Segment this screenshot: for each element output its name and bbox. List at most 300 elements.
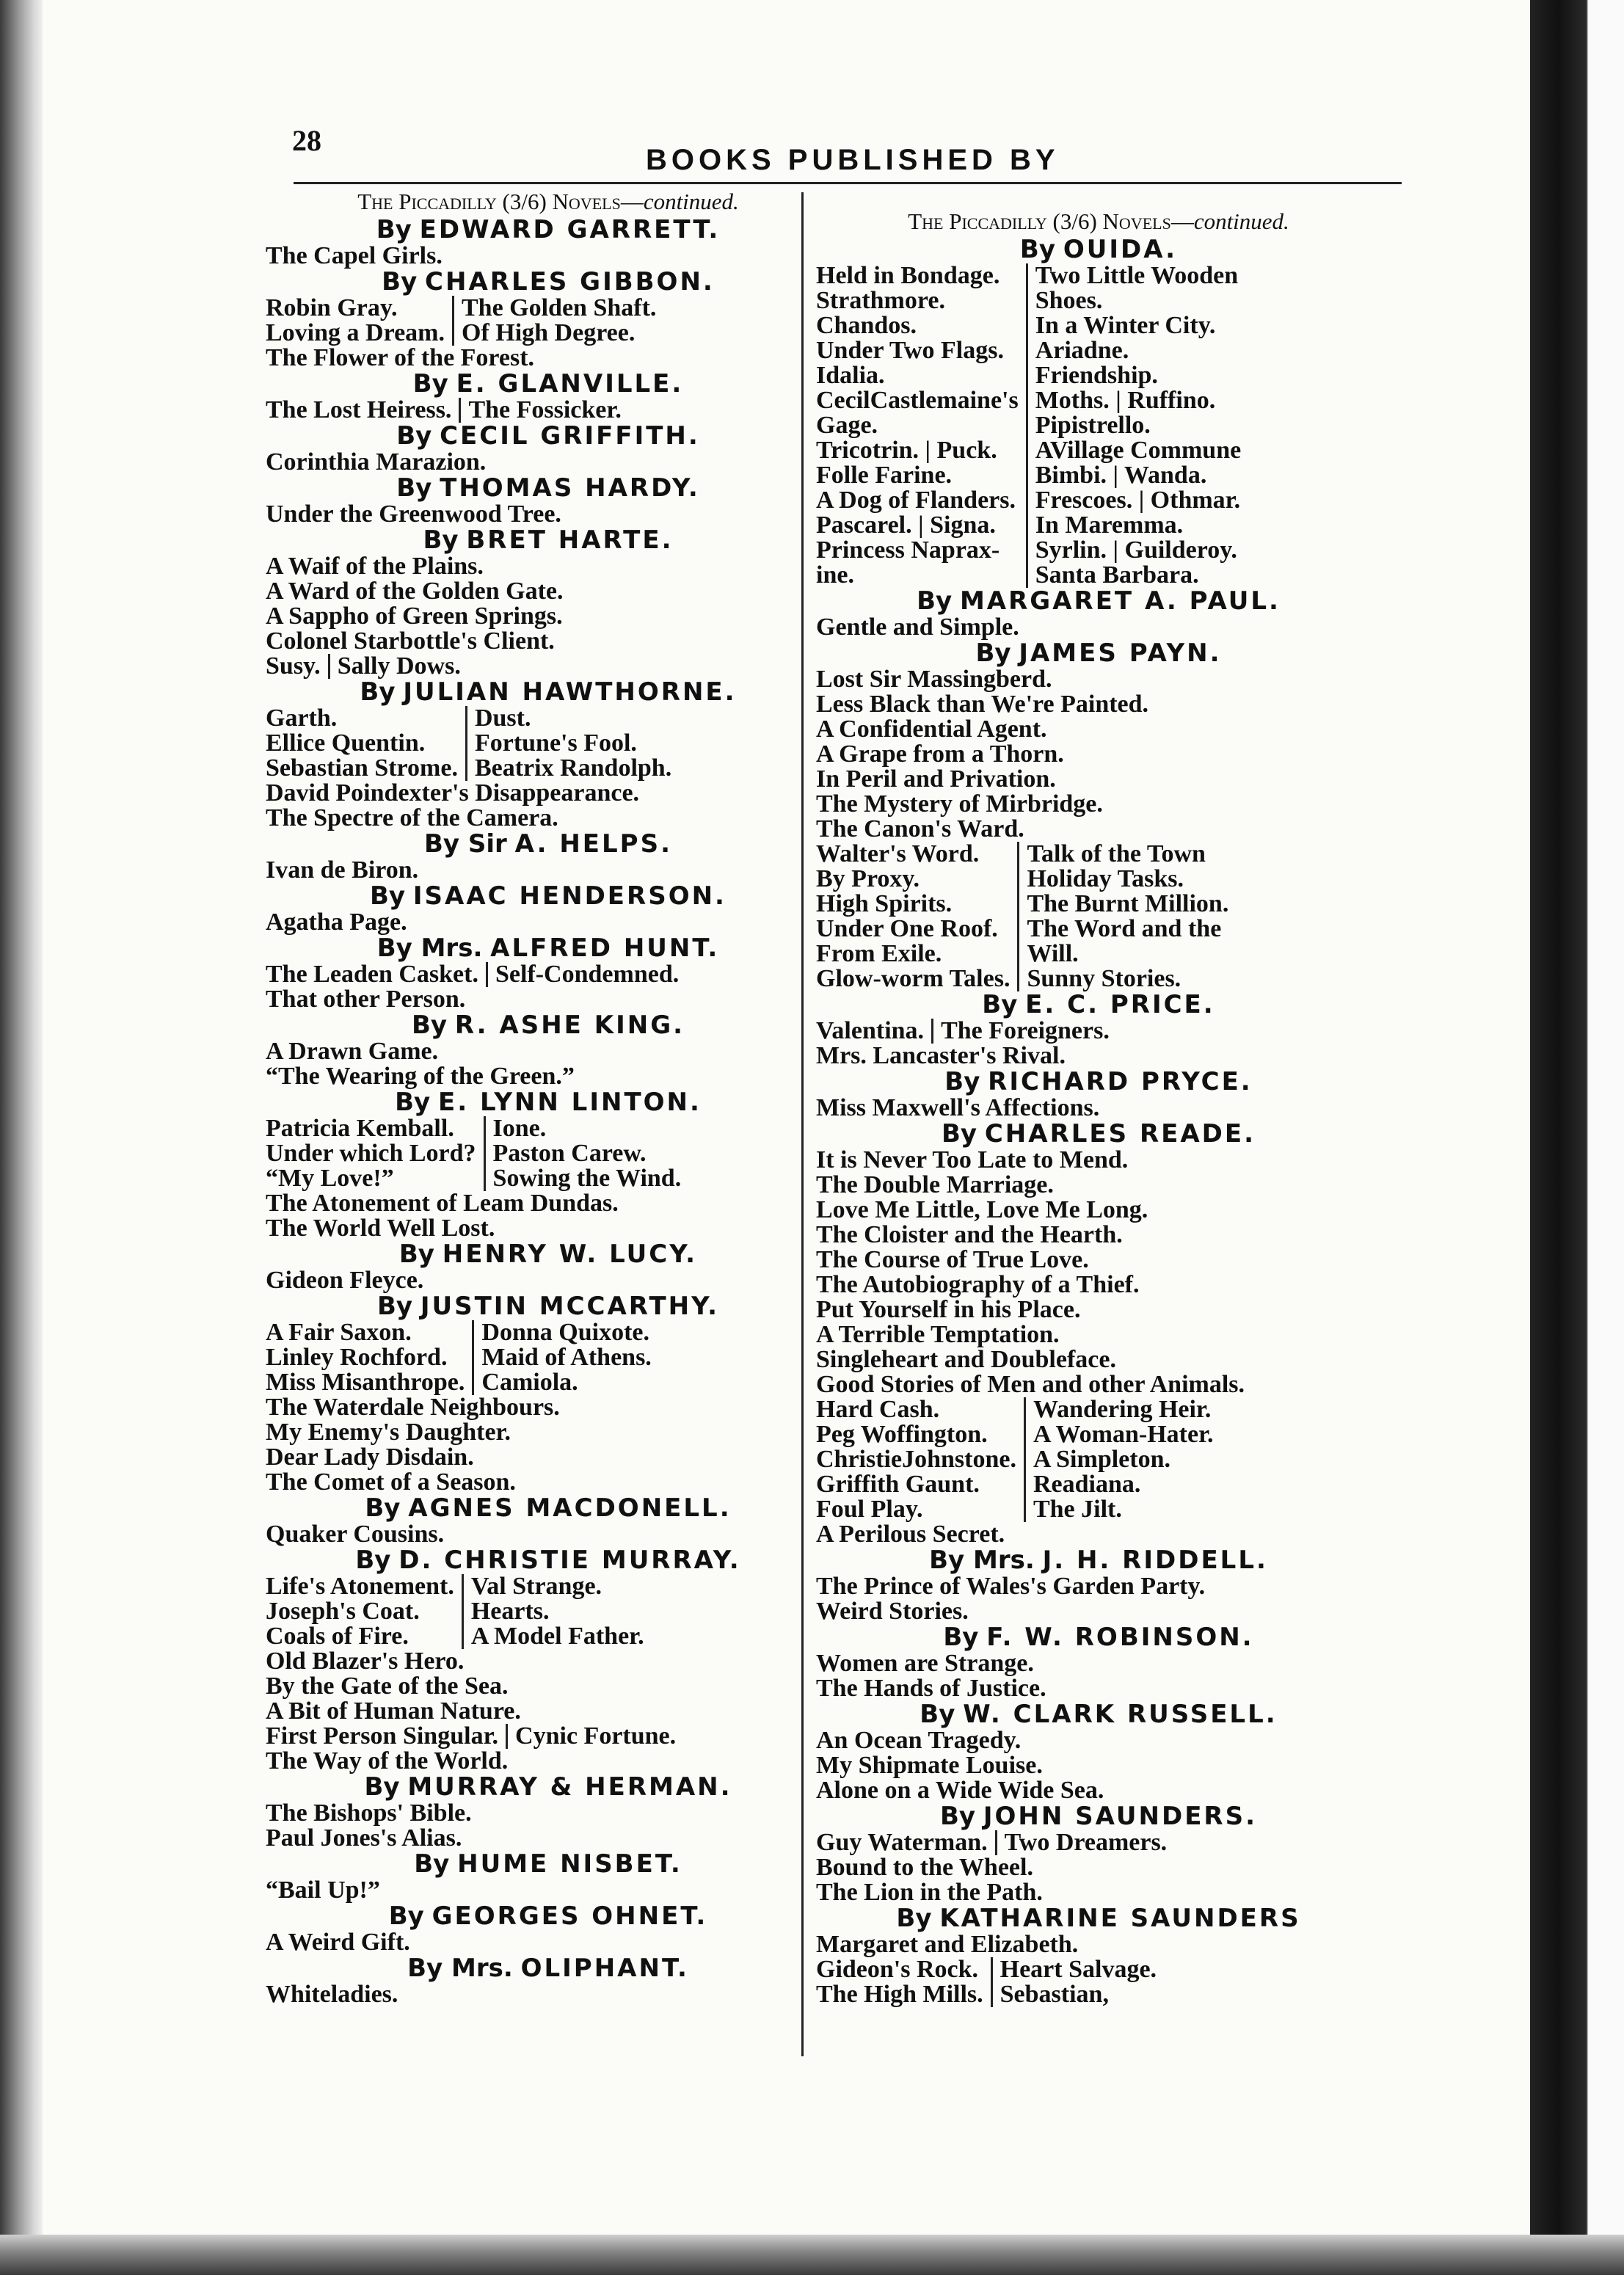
- book-title: A Model Father.: [470, 1623, 644, 1650]
- book-title: Fortune's Fool.: [474, 729, 637, 757]
- book-title: Heart Salvage.: [999, 1956, 1157, 1983]
- titles-left-column: [266, 1320, 472, 1395]
- author-prefix: By: [414, 1849, 450, 1879]
- book-title: Garth.: [266, 705, 338, 732]
- book-title: Whiteladies.: [266, 1981, 398, 2008]
- book-title: Quaker Cousins.: [266, 1521, 445, 1548]
- author-heading: [266, 216, 831, 244]
- author-heading: [816, 1624, 1381, 1651]
- book-title: Ione.: [492, 1115, 547, 1142]
- book-title: Valentina.: [816, 1017, 925, 1044]
- author-name: AGNES MACDONELL.: [408, 1493, 732, 1523]
- two-column-titles: [266, 706, 831, 781]
- book-title: Gentle and Simple.: [816, 614, 1019, 641]
- author-prefix: By: [944, 1067, 980, 1096]
- author-heading: [266, 1012, 831, 1039]
- book-title: The Bishops' Bible.: [266, 1799, 472, 1827]
- titles-right-column: [1017, 842, 1228, 991]
- book-title: The Mystery of Mirbridge.: [816, 790, 1103, 818]
- author-prefix: By: [382, 267, 418, 296]
- author-prefix: By: [920, 1700, 955, 1729]
- author-heading: [816, 1803, 1381, 1830]
- book-title: The Golden Shaft.: [461, 294, 657, 321]
- titles-right-column: [484, 1116, 682, 1191]
- author-prefix: By: [365, 1493, 401, 1523]
- title-pair: [266, 1724, 831, 1749]
- page-number: 28: [292, 124, 321, 157]
- book-title: Agatha Page.: [266, 909, 407, 936]
- book-title: Will.: [1027, 940, 1079, 967]
- book-title: High Spirits.: [816, 890, 953, 917]
- header-rule: [294, 182, 1402, 184]
- author-name: W. CLARK RUSSELL.: [963, 1700, 1278, 1729]
- book-title: Pipistrello.: [1035, 412, 1151, 439]
- book-title: Gideon Fleyce.: [266, 1267, 424, 1294]
- book-title: Frescoes. | Othmar.: [1035, 487, 1241, 514]
- author-prefix: By Sir: [423, 829, 507, 859]
- two-column-titles: [266, 1116, 831, 1191]
- author-heading: [816, 236, 1381, 263]
- book-title: The Jilt.: [1033, 1496, 1122, 1523]
- book-title: Two Little Wooden: [1035, 262, 1239, 289]
- author-prefix: By: [376, 1292, 413, 1321]
- titles-left-column: [816, 842, 1017, 991]
- book-title: Griffith Gaunt.: [816, 1471, 980, 1498]
- author-prefix: By: [396, 473, 432, 503]
- book-title: Less Black than We're Painted.: [816, 691, 1149, 718]
- book-title: Miss Misanthrope.: [266, 1369, 465, 1396]
- book-title: “My Love!”: [266, 1165, 394, 1192]
- author-name: EDWARD GARRETT.: [419, 215, 721, 244]
- page-binding-shadow: [0, 0, 43, 2275]
- book-title: Self-Condemned.: [495, 961, 680, 988]
- author-name: JOHN SAUNDERS.: [983, 1802, 1258, 1831]
- book-title: Pascarel. | Signa.: [816, 512, 996, 539]
- book-title: Moths. | Ruffino.: [1035, 387, 1216, 414]
- author-heading: [266, 1547, 831, 1574]
- book-title: A Weird Gift.: [266, 1929, 410, 1956]
- book-title: Singleheart and Doubleface.: [816, 1346, 1116, 1373]
- author-name: HUME NISBET.: [457, 1849, 682, 1879]
- author-prefix: By: [412, 369, 448, 398]
- pair-right: [328, 654, 461, 679]
- book-title: In Peril and Privation.: [816, 765, 1056, 793]
- book-title: Santa Barbara.: [1035, 561, 1199, 589]
- book-title: Robin Gray.: [266, 294, 398, 321]
- book-title: Lost Sir Massingberd.: [816, 666, 1052, 693]
- book-title: Love Me Little, Love Me Long.: [816, 1196, 1148, 1223]
- author-name: R. ASHE KING.: [454, 1011, 685, 1040]
- book-title: Joseph's Coat.: [266, 1598, 420, 1625]
- book-title: Ariadne.: [1035, 337, 1129, 364]
- book-title: Weird Stories.: [816, 1598, 969, 1625]
- book-title: Mrs. Lancaster's Rival.: [816, 1042, 1066, 1069]
- book-title: Ellice Quentin.: [266, 729, 426, 757]
- book-title: Corinthia Marazion.: [266, 448, 487, 476]
- book-title: Coals of Fire.: [266, 1623, 409, 1650]
- book-title: The Double Marriage.: [816, 1171, 1054, 1198]
- book-title: Donna Quixote.: [481, 1319, 649, 1346]
- author-name: E. LYNN LINTON.: [437, 1088, 702, 1117]
- book-title: Under Two Flags.: [816, 337, 1004, 364]
- book-title: Linley Rochford.: [266, 1344, 448, 1371]
- pair-left: [816, 1830, 995, 1855]
- author-name: E. C. PRICE.: [1025, 990, 1215, 1019]
- book-title: Sally Dows.: [337, 652, 461, 680]
- book-title: Paston Carew.: [492, 1140, 647, 1167]
- author-heading: [816, 1547, 1381, 1574]
- book-title: Susy.: [266, 652, 321, 680]
- pair-left: [816, 1019, 931, 1044]
- book-title: A Fair Saxon.: [266, 1319, 412, 1346]
- author-heading: [266, 1089, 831, 1116]
- book-title: The Foreigners.: [941, 1017, 1110, 1044]
- author-name: RICHARD PRYCE.: [988, 1067, 1253, 1096]
- author-heading: [266, 1774, 831, 1801]
- page-bottom-edge: [0, 2235, 1624, 2275]
- pair-left: [266, 398, 459, 423]
- titles-right-column: [991, 1957, 1157, 2007]
- book-title: Tricotrin. | Puck.: [816, 437, 997, 464]
- author-name: THOMAS HARDY.: [440, 473, 700, 503]
- author-name: F. W. ROBINSON.: [986, 1623, 1254, 1652]
- page-right-edge: [1530, 0, 1624, 2275]
- title-pair: [266, 962, 831, 987]
- author-heading: [266, 371, 831, 398]
- author-prefix: By: [388, 1901, 424, 1931]
- two-column-titles: [266, 1320, 831, 1395]
- author-heading: [266, 269, 831, 296]
- author-prefix: By: [917, 586, 953, 616]
- pair-right: [486, 962, 679, 987]
- book-title: The High Mills.: [816, 1981, 983, 2008]
- book-title: A Bit of Human Nature.: [266, 1697, 521, 1725]
- book-title: Bound to the Wheel.: [816, 1854, 1033, 1881]
- author-prefix: By: [395, 1088, 431, 1117]
- book-title: Life's Atonement.: [266, 1573, 454, 1600]
- book-title: Walter's Word.: [816, 840, 980, 867]
- book-title: The Cloister and the Hearth.: [816, 1221, 1123, 1248]
- author-name: MARGARET A. PAUL.: [959, 586, 1281, 616]
- running-head: BOOKS PUBLISHED BY: [646, 144, 1060, 176]
- author-heading: [266, 883, 831, 910]
- book-title: A Perilous Secret.: [816, 1521, 1005, 1548]
- book-title: The Hands of Justice.: [816, 1675, 1046, 1702]
- book-title: Put Yourself in his Place.: [816, 1296, 1081, 1323]
- author-prefix: By: [941, 1119, 977, 1149]
- author-prefix: By: [1019, 235, 1055, 264]
- book-title: Syrlin. | Guilderoy.: [1035, 536, 1237, 564]
- book-title: Under the Greenwood Tree.: [266, 500, 561, 528]
- book-title: The Comet of a Season.: [266, 1468, 516, 1496]
- author-heading: [266, 527, 831, 554]
- book-title: Dear Lady Disdain.: [266, 1444, 474, 1471]
- author-heading: [266, 423, 831, 450]
- book-title: A Dog of Flanders.: [816, 487, 1016, 514]
- book-title: The Fossicker.: [468, 396, 622, 423]
- author-name: CHARLES READE.: [984, 1119, 1256, 1149]
- book-title: The Lost Heiress.: [266, 396, 452, 423]
- author-name: HENRY W. LUCY.: [442, 1240, 698, 1269]
- book-title: The Way of the World.: [266, 1747, 509, 1774]
- author-name: JAMES PAYN.: [1019, 638, 1222, 668]
- author-heading: [266, 1955, 831, 1982]
- author-name: OUIDA.: [1063, 235, 1178, 264]
- book-title: Patricia Kemball.: [266, 1115, 454, 1142]
- book-title: A Woman-Hater.: [1033, 1421, 1214, 1448]
- book-title: Hearts.: [470, 1598, 550, 1625]
- book-title: Hard Cash.: [816, 1396, 940, 1423]
- book-title: Margaret and Elizabeth.: [816, 1931, 1079, 1958]
- titles-left-column: [816, 263, 1026, 588]
- series-heading: The Piccadilly (3/6) Novels—continued.: [357, 189, 739, 214]
- author-name: KATHARINE SAUNDERS: [939, 1904, 1301, 1933]
- book-title: By Proxy.: [816, 865, 920, 892]
- left-column: [266, 187, 831, 2007]
- book-title: From Exile.: [816, 940, 942, 967]
- book-title: Shoes.: [1035, 287, 1103, 314]
- titles-right-column: [1026, 263, 1242, 588]
- two-column-titles: [816, 263, 1381, 588]
- book-title: “Bail Up!”: [266, 1877, 380, 1904]
- book-title: The Canon's Ward.: [816, 815, 1024, 842]
- titles-right-column: [465, 706, 671, 781]
- author-prefix: By: [376, 215, 412, 244]
- title-pair: [816, 1830, 1381, 1855]
- book-title: A Grape from a Thorn.: [816, 740, 1064, 768]
- book-title: A Sappho of Green Springs.: [266, 603, 563, 630]
- book-title: The World Well Lost.: [266, 1215, 495, 1242]
- author-heading: [816, 991, 1381, 1019]
- book-title: Chandos.: [816, 312, 917, 339]
- book-title: That other Person.: [266, 986, 466, 1013]
- author-prefix: By: [982, 990, 1018, 1019]
- book-title: Colonel Starbottle's Client.: [266, 627, 555, 655]
- title-pair: [266, 398, 831, 423]
- pair-left: [266, 654, 328, 679]
- author-heading: [266, 1851, 831, 1878]
- book-title: Two Dreamers.: [1004, 1829, 1168, 1856]
- titles-left-column: [266, 296, 452, 346]
- author-prefix: By: [411, 1011, 448, 1040]
- book-title: The Word and the: [1027, 915, 1222, 942]
- book-title: Strathmore.: [816, 287, 945, 314]
- author-name: GEORGES OHNET.: [432, 1901, 708, 1931]
- author-name: BRET HARTE.: [466, 525, 674, 555]
- pair-left: [266, 962, 486, 987]
- book-title: First Person Singular.: [266, 1722, 499, 1750]
- book-title: CecilCastlemaine's: [816, 387, 1019, 414]
- author-heading: [816, 1069, 1381, 1096]
- book-title: Women are Strange.: [816, 1650, 1034, 1677]
- title-pair: [816, 1019, 1381, 1044]
- author-name: E. GLANVILLE.: [456, 369, 684, 398]
- author-name: ISAAC HENDERSON.: [412, 881, 727, 911]
- author-name: A. HELPS.: [514, 829, 672, 859]
- author-name: MURRAY & HERMAN.: [407, 1772, 732, 1802]
- author-name: OLIPHANT.: [520, 1954, 689, 1983]
- author-heading: [266, 1293, 831, 1320]
- series-heading: The Piccadilly (3/6) Novels—continued.: [908, 208, 1289, 234]
- book-title: Sunny Stories.: [1027, 965, 1181, 992]
- pair-right: [931, 1019, 1110, 1044]
- book-title: Glow-worm Tales.: [816, 965, 1011, 992]
- titles-left-column: [266, 706, 465, 781]
- author-heading: [816, 1121, 1381, 1148]
- author-prefix: By: [370, 881, 406, 911]
- book-title: It is Never Too Late to Mend.: [816, 1146, 1129, 1173]
- titles-right-column: [452, 296, 656, 346]
- titles-left-column: [816, 1397, 1024, 1522]
- book-title: Beatrix Randolph.: [474, 754, 672, 782]
- book-title: Readiana.: [1033, 1471, 1141, 1498]
- titles-left-column: [816, 1957, 991, 2007]
- book-title: The Atonement of Leam Dundas.: [266, 1190, 619, 1217]
- author-heading: [266, 1495, 831, 1522]
- book-title: A Ward of the Golden Gate.: [266, 578, 564, 605]
- book-title: Under One Roof.: [816, 915, 998, 942]
- book-title: Under which Lord?: [266, 1140, 476, 1167]
- book-title: A Terrible Temptation.: [816, 1321, 1060, 1348]
- book-title: The Prince of Wales's Garden Party.: [816, 1573, 1206, 1600]
- pair-right: [995, 1830, 1168, 1855]
- author-heading: [816, 1905, 1381, 1932]
- book-title: Cynic Fortune.: [515, 1722, 677, 1750]
- author-prefix: By: [360, 677, 396, 707]
- book-title: A Waif of the Plains.: [266, 553, 484, 580]
- book-title: The Waterdale Neighbours.: [266, 1394, 560, 1421]
- author-heading: [266, 1241, 831, 1268]
- author-prefix: By: [355, 1546, 391, 1575]
- book-title: By the Gate of the Sea.: [266, 1672, 509, 1700]
- two-column-titles: [266, 296, 831, 346]
- book-title: Alone on a Wide Wide Sea.: [816, 1777, 1104, 1804]
- book-title: My Enemy's Daughter.: [266, 1419, 511, 1446]
- book-title: Friendship.: [1035, 362, 1158, 389]
- right-column: [816, 207, 1381, 2007]
- book-title: The Lion in the Path.: [816, 1879, 1043, 1906]
- book-title: Val Strange.: [470, 1573, 602, 1600]
- author-prefix: By: [975, 638, 1011, 668]
- book-title: Old Blazer's Hero.: [266, 1648, 465, 1675]
- author-heading: [266, 935, 831, 962]
- author-name: D. CHRISTIE MURRAY.: [398, 1546, 741, 1575]
- book-title: Peg Woffington.: [816, 1421, 988, 1448]
- book-title: Camiola.: [481, 1369, 578, 1396]
- book-title: Sowing the Wind.: [492, 1165, 682, 1192]
- author-name: J. H. RIDDELL.: [1042, 1546, 1268, 1575]
- two-column-titles: [266, 1574, 831, 1649]
- titles-right-column: [1024, 1397, 1214, 1522]
- pair-right: [459, 398, 621, 423]
- book-title: Wandering Heir.: [1033, 1396, 1212, 1423]
- author-prefix: By: [423, 525, 459, 555]
- author-heading: [816, 640, 1381, 667]
- book-title: “The Wearing of the Green.”: [266, 1063, 575, 1090]
- book-title: Gage.: [816, 412, 878, 439]
- book-title: A Drawn Game.: [266, 1038, 439, 1065]
- book-title: Dust.: [474, 705, 531, 732]
- book-title: Gideon's Rock.: [816, 1956, 979, 1983]
- two-column-titles: [816, 842, 1381, 991]
- book-title: Holiday Tasks.: [1027, 865, 1184, 892]
- book-title: The Course of True Love.: [816, 1246, 1089, 1273]
- book-title: In Maremma.: [1035, 512, 1184, 539]
- author-name: CECIL GRIFFITH.: [440, 421, 700, 451]
- author-heading: [816, 588, 1381, 615]
- author-prefix: By: [943, 1623, 979, 1652]
- author-name: CHARLES GIBBON.: [425, 267, 715, 296]
- titles-left-column: [266, 1116, 484, 1191]
- author-heading: [266, 1903, 831, 1930]
- book-title: Loving a Dream.: [266, 319, 445, 346]
- book-title: In a Winter City.: [1035, 312, 1216, 339]
- author-prefix: By: [396, 421, 432, 451]
- book-title: An Ocean Tragedy.: [816, 1727, 1022, 1754]
- book-title: Guy Waterman.: [816, 1829, 988, 1856]
- book-title: Held in Bondage.: [816, 262, 1000, 289]
- book-title: Paul Jones's Alias.: [266, 1824, 462, 1852]
- book-title: The Spectre of the Camera.: [266, 804, 558, 831]
- author-prefix: By Mrs.: [376, 933, 483, 963]
- book-title: Folle Farine.: [816, 462, 953, 489]
- book-title: A Simpleton.: [1033, 1446, 1171, 1473]
- author-prefix: By: [398, 1240, 434, 1269]
- book-title: AVillage Commune: [1035, 437, 1242, 464]
- book-title: Foul Play.: [816, 1496, 923, 1523]
- book-title: A Confidential Agent.: [816, 716, 1047, 743]
- author-name: JUSTIN MCCARTHY.: [420, 1292, 720, 1321]
- book-title: Good Stories of Men and other Animals.: [816, 1371, 1245, 1398]
- author-heading: [266, 475, 831, 502]
- book-title: Of High Degree.: [461, 319, 636, 346]
- author-name: JULIAN HAWTHORNE.: [403, 677, 737, 707]
- book-title: Princess Naprax-: [816, 536, 1000, 564]
- pair-right: [506, 1724, 676, 1749]
- title-pair: [266, 654, 831, 679]
- author-prefix: By Mrs.: [929, 1546, 1035, 1575]
- pair-left: [266, 1724, 506, 1749]
- book-title: Ivan de Biron.: [266, 856, 419, 884]
- titles-right-column: [472, 1320, 651, 1395]
- book-title: The Leaden Casket.: [266, 961, 478, 988]
- book-title: The Flower of the Forest.: [266, 344, 535, 371]
- book-title: Maid of Athens.: [481, 1344, 652, 1371]
- author-name: ALFRED HUNT.: [490, 933, 720, 963]
- author-prefix: By: [364, 1772, 400, 1802]
- book-title: Miss Maxwell's Affections.: [816, 1094, 1100, 1121]
- titles-right-column: [462, 1574, 644, 1649]
- author-prefix: By: [939, 1802, 976, 1831]
- book-title: Talk of the Town: [1027, 840, 1206, 867]
- book-title: ine.: [816, 561, 854, 589]
- two-column-titles: [816, 1397, 1381, 1522]
- author-heading: [266, 679, 831, 706]
- book-title: Bimbi. | Wanda.: [1035, 462, 1207, 489]
- book-title: The Autobiography of a Thief.: [816, 1271, 1140, 1298]
- author-heading: [816, 1701, 1381, 1728]
- titles-left-column: [266, 1574, 462, 1649]
- book-title: The Burnt Million.: [1027, 890, 1229, 917]
- author-prefix: By: [896, 1904, 932, 1933]
- book-title: Idalia.: [816, 362, 885, 389]
- book-title: The Capel Girls.: [266, 242, 443, 269]
- book-title: Sebastian Strome.: [266, 754, 458, 782]
- book-title: ChristieJohnstone.: [816, 1446, 1016, 1473]
- author-heading: [266, 831, 831, 858]
- book-title: My Shipmate Louise.: [816, 1752, 1043, 1779]
- author-prefix: By Mrs.: [407, 1954, 513, 1983]
